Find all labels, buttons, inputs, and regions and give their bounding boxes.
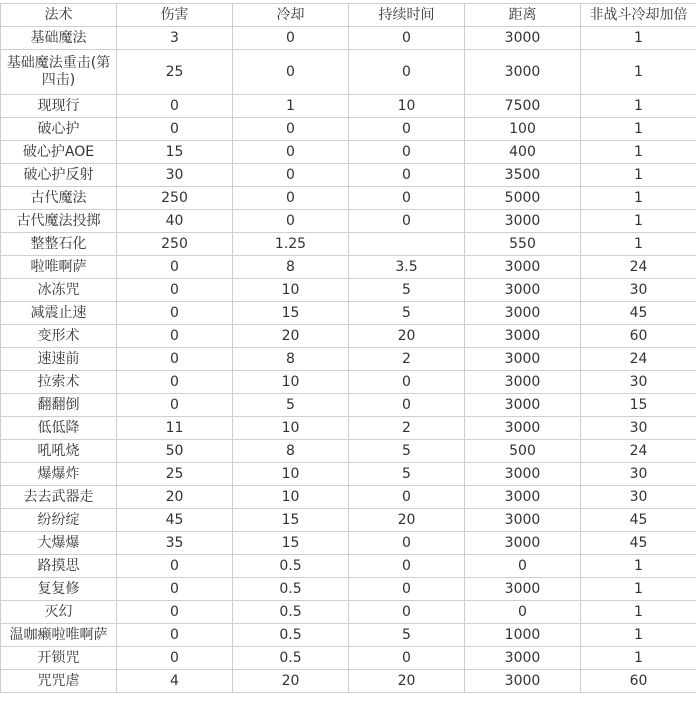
cell-damage: 250: [117, 187, 233, 210]
cell-cooldown: 20: [233, 670, 349, 693]
cell-duration: 5: [349, 463, 465, 486]
cell-noncombat-multiplier: 1: [581, 50, 696, 95]
cell-duration: 2: [349, 348, 465, 371]
table-row: [1, 578, 696, 601]
cell-noncombat-multiplier: 30: [581, 463, 696, 486]
cell-cooldown: 0: [233, 164, 349, 187]
cell-damage: 0: [117, 371, 233, 394]
cell-damage: 0: [117, 601, 233, 624]
table-row: [1, 210, 696, 233]
cell-spell: 冰冻咒: [1, 279, 117, 302]
cell-noncombat-multiplier: 24: [581, 348, 696, 371]
cell-damage: 250: [117, 233, 233, 256]
cell-noncombat-multiplier: 45: [581, 532, 696, 555]
cell-spell: 温咖癞啦唯啊萨: [1, 624, 117, 647]
cell-noncombat-multiplier: 1: [581, 27, 696, 50]
cell-duration: 0: [349, 647, 465, 670]
cell-spell: 现现行: [1, 95, 117, 118]
cell-range: 3000: [465, 647, 581, 670]
cell-damage: 35: [117, 532, 233, 555]
cell-spell: 破心护反射: [1, 164, 117, 187]
cell-damage: 0: [117, 578, 233, 601]
cell-duration: 0: [349, 187, 465, 210]
cell-cooldown: 10: [233, 463, 349, 486]
table-row: [1, 187, 696, 210]
cell-damage: 0: [117, 325, 233, 348]
cell-duration: 0: [349, 578, 465, 601]
table-row: [1, 118, 696, 141]
table-row: [1, 532, 696, 555]
table-row: [1, 141, 696, 164]
cell-spell: 啦唯啊萨: [1, 256, 117, 279]
cell-range: 1000: [465, 624, 581, 647]
cell-range: 3000: [465, 27, 581, 50]
cell-range: 3000: [465, 509, 581, 532]
cell-spell: 复复修: [1, 578, 117, 601]
cell-duration: 0: [349, 394, 465, 417]
cell-noncombat-multiplier: 1: [581, 187, 696, 210]
table-row: [1, 601, 696, 624]
cell-duration: 5: [349, 624, 465, 647]
cell-cooldown: 5: [233, 394, 349, 417]
cell-duration: 20: [349, 670, 465, 693]
table-row: [1, 348, 696, 371]
cell-noncombat-multiplier: 1: [581, 141, 696, 164]
cell-damage: 25: [117, 50, 233, 95]
cell-duration: 20: [349, 509, 465, 532]
cell-noncombat-multiplier: 30: [581, 371, 696, 394]
cell-cooldown: 1: [233, 95, 349, 118]
cell-damage: 0: [117, 348, 233, 371]
cell-cooldown: 8: [233, 256, 349, 279]
cell-damage: 0: [117, 394, 233, 417]
cell-duration: 0: [349, 50, 465, 95]
cell-duration: 0: [349, 27, 465, 50]
cell-noncombat-multiplier: 45: [581, 509, 696, 532]
cell-cooldown: 0: [233, 50, 349, 95]
table-row: [1, 95, 696, 118]
cell-duration: 20: [349, 325, 465, 348]
cell-cooldown: 8: [233, 348, 349, 371]
cell-duration: [349, 233, 465, 256]
cell-cooldown: 0.5: [233, 555, 349, 578]
cell-damage: 0: [117, 647, 233, 670]
header-range: 距离: [465, 4, 581, 27]
cell-cooldown: 10: [233, 417, 349, 440]
cell-duration: 0: [349, 532, 465, 555]
table-row: [1, 394, 696, 417]
cell-duration: 0: [349, 486, 465, 509]
cell-duration: 3.5: [349, 256, 465, 279]
cell-damage: 0: [117, 118, 233, 141]
cell-range: 3000: [465, 532, 581, 555]
cell-noncombat-multiplier: 1: [581, 95, 696, 118]
cell-spell: 纷纷绽: [1, 509, 117, 532]
cell-noncombat-multiplier: 1: [581, 578, 696, 601]
cell-range: 3000: [465, 210, 581, 233]
cell-duration: 0: [349, 601, 465, 624]
cell-range: 500: [465, 440, 581, 463]
cell-noncombat-multiplier: 60: [581, 325, 696, 348]
cell-duration: 0: [349, 118, 465, 141]
table-row: [1, 325, 696, 348]
cell-noncombat-multiplier: 45: [581, 302, 696, 325]
table-row: [1, 647, 696, 670]
table-row: [1, 27, 696, 50]
cell-noncombat-multiplier: 1: [581, 647, 696, 670]
cell-damage: 30: [117, 164, 233, 187]
cell-spell: 灭幻: [1, 601, 117, 624]
cell-noncombat-multiplier: 30: [581, 279, 696, 302]
cell-damage: 20: [117, 486, 233, 509]
cell-damage: 50: [117, 440, 233, 463]
cell-noncombat-multiplier: 1: [581, 210, 696, 233]
cell-duration: 0: [349, 164, 465, 187]
cell-spell: 基础魔法: [1, 27, 117, 50]
cell-noncombat-multiplier: 24: [581, 440, 696, 463]
cell-duration: 0: [349, 371, 465, 394]
cell-duration: 5: [349, 279, 465, 302]
table-row: [1, 463, 696, 486]
cell-range: 3000: [465, 325, 581, 348]
cell-damage: 0: [117, 95, 233, 118]
cell-spell: 咒咒虐: [1, 670, 117, 693]
cell-damage: 11: [117, 417, 233, 440]
cell-damage: 0: [117, 624, 233, 647]
cell-cooldown: 15: [233, 302, 349, 325]
cell-damage: 0: [117, 302, 233, 325]
cell-range: 3000: [465, 256, 581, 279]
cell-noncombat-multiplier: 1: [581, 555, 696, 578]
cell-cooldown: 0.5: [233, 578, 349, 601]
cell-spell: 破心护: [1, 118, 117, 141]
cell-range: 3000: [465, 279, 581, 302]
table-row: [1, 555, 696, 578]
cell-duration: 2: [349, 417, 465, 440]
spell-table: [0, 3, 696, 693]
cell-range: 3000: [465, 670, 581, 693]
cell-damage: 4: [117, 670, 233, 693]
table-row: [1, 371, 696, 394]
cell-spell: 减震止速: [1, 302, 117, 325]
cell-spell: 变形术: [1, 325, 117, 348]
cell-damage: 0: [117, 256, 233, 279]
cell-damage: 3: [117, 27, 233, 50]
cell-range: 100: [465, 118, 581, 141]
cell-range: 3000: [465, 371, 581, 394]
cell-spell: 大爆爆: [1, 532, 117, 555]
cell-noncombat-multiplier: 1: [581, 164, 696, 187]
table-row: [1, 624, 696, 647]
cell-cooldown: 15: [233, 532, 349, 555]
cell-spell: 低低降: [1, 417, 117, 440]
cell-spell: 去去武器走: [1, 486, 117, 509]
cell-damage: 15: [117, 141, 233, 164]
table-row: [1, 440, 696, 463]
cell-cooldown: 8: [233, 440, 349, 463]
cell-noncombat-multiplier: 60: [581, 670, 696, 693]
table-header-row: [1, 4, 696, 27]
cell-duration: 10: [349, 95, 465, 118]
cell-cooldown: 0.5: [233, 624, 349, 647]
cell-range: 3000: [465, 486, 581, 509]
cell-spell: 整整石化: [1, 233, 117, 256]
cell-range: 3000: [465, 302, 581, 325]
cell-range: 3000: [465, 394, 581, 417]
table-row: [1, 486, 696, 509]
cell-range: 0: [465, 555, 581, 578]
cell-spell: 翻翻倒: [1, 394, 117, 417]
cell-duration: 0: [349, 555, 465, 578]
cell-cooldown: 1.25: [233, 233, 349, 256]
table-row: [1, 670, 696, 693]
cell-spell: 古代魔法: [1, 187, 117, 210]
cell-damage: 0: [117, 279, 233, 302]
table-row: [1, 50, 696, 95]
cell-noncombat-multiplier: 30: [581, 486, 696, 509]
table-row: [1, 417, 696, 440]
cell-duration: 0: [349, 210, 465, 233]
cell-range: 5000: [465, 187, 581, 210]
cell-range: 3000: [465, 578, 581, 601]
cell-spell: 开锁咒: [1, 647, 117, 670]
cell-cooldown: 0.5: [233, 601, 349, 624]
cell-noncombat-multiplier: 1: [581, 624, 696, 647]
cell-spell: 古代魔法投掷: [1, 210, 117, 233]
cell-range: 3000: [465, 463, 581, 486]
cell-cooldown: 10: [233, 371, 349, 394]
cell-duration: 5: [349, 440, 465, 463]
table-row: [1, 256, 696, 279]
cell-noncombat-multiplier: 15: [581, 394, 696, 417]
cell-spell: 拉索术: [1, 371, 117, 394]
cell-cooldown: 10: [233, 486, 349, 509]
cell-cooldown: 20: [233, 325, 349, 348]
cell-range: 550: [465, 233, 581, 256]
cell-range: 3000: [465, 348, 581, 371]
cell-spell: 爆爆炸: [1, 463, 117, 486]
table-row: [1, 509, 696, 532]
cell-cooldown: 10: [233, 279, 349, 302]
cell-cooldown: 0: [233, 118, 349, 141]
cell-cooldown: 0: [233, 187, 349, 210]
cell-damage: 45: [117, 509, 233, 532]
header-noncombat-cooldown-multiplier: 非战斗冷却加倍: [581, 4, 696, 27]
header-cooldown: 冷却: [233, 4, 349, 27]
cell-spell: 吼吼烧: [1, 440, 117, 463]
table-row: [1, 302, 696, 325]
cell-spell: 路摸思: [1, 555, 117, 578]
cell-range: 7500: [465, 95, 581, 118]
header-spell: 法术: [1, 4, 117, 27]
cell-cooldown: 0: [233, 27, 349, 50]
cell-noncombat-multiplier: 24: [581, 256, 696, 279]
cell-range: 3000: [465, 50, 581, 95]
cell-spell: 破心护AOE: [1, 141, 117, 164]
cell-range: 3000: [465, 417, 581, 440]
cell-damage: 25: [117, 463, 233, 486]
cell-noncombat-multiplier: 1: [581, 601, 696, 624]
cell-duration: 0: [349, 141, 465, 164]
cell-noncombat-multiplier: 1: [581, 233, 696, 256]
cell-duration: 5: [349, 302, 465, 325]
cell-noncombat-multiplier: 30: [581, 417, 696, 440]
cell-damage: 0: [117, 555, 233, 578]
cell-range: 3500: [465, 164, 581, 187]
table-row: [1, 279, 696, 302]
table-row: [1, 233, 696, 256]
cell-spell: 基础魔法重击(第四击): [1, 50, 117, 95]
header-duration: 持续时间: [349, 4, 465, 27]
cell-noncombat-multiplier: 1: [581, 118, 696, 141]
table-body: [1, 27, 696, 693]
cell-range: 0: [465, 601, 581, 624]
cell-range: 400: [465, 141, 581, 164]
cell-cooldown: 0: [233, 141, 349, 164]
cell-cooldown: 0: [233, 210, 349, 233]
header-damage: 伤害: [117, 4, 233, 27]
cell-cooldown: 0.5: [233, 647, 349, 670]
table-row: [1, 164, 696, 187]
cell-cooldown: 15: [233, 509, 349, 532]
cell-damage: 40: [117, 210, 233, 233]
cell-spell: 速速前: [1, 348, 117, 371]
